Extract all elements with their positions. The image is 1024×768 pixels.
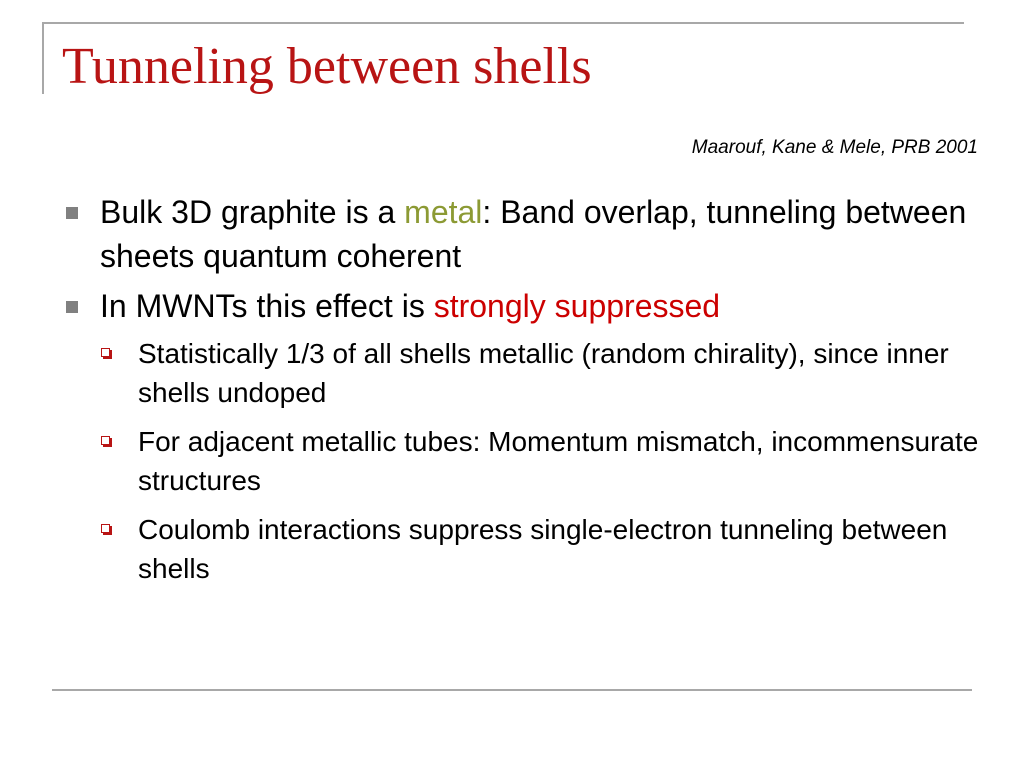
square-bullet-icon	[66, 301, 78, 313]
bullet-text: Bulk 3D graphite is a	[100, 194, 405, 230]
bullet-text: : Band overlap, tunneling between sheets quantum coherent	[100, 194, 967, 274]
highlight-metal: metal	[404, 194, 483, 230]
bullet-text: In MWNTs this effect is	[100, 288, 434, 324]
frame-bottom-line	[52, 689, 972, 691]
highlight-strongly-suppressed: strongly suppressed	[433, 288, 721, 324]
hollow-square-bullet-icon	[101, 436, 110, 445]
sub-bullet-text: Coulomb interactions suppress single-electron tunneling between shells	[138, 514, 948, 584]
slide-content	[64, 190, 984, 598]
citation: Maarouf, Kane & Mele, PRB 2001	[691, 137, 978, 158]
hollow-square-bullet-icon	[101, 524, 110, 533]
sub-bullet-text: For adjacent metallic tubes: Momentum mismatch, incommensurate structures	[138, 426, 979, 496]
sub-bullet-item	[100, 510, 984, 588]
bullet-item	[64, 284, 984, 328]
sub-bullet-text: Statistically 1/3 of all shells metallic (random chirality), since inner shells undoped	[138, 338, 949, 408]
square-bullet-icon	[66, 207, 78, 219]
sub-bullet-item	[100, 334, 984, 412]
hollow-square-bullet-icon	[101, 348, 110, 357]
frame-left-line	[42, 22, 44, 94]
slide-title: Tunneling between shells	[62, 38, 592, 95]
sub-bullet-item	[100, 422, 984, 500]
bullet-item	[64, 190, 984, 278]
frame-top-line	[42, 22, 964, 24]
